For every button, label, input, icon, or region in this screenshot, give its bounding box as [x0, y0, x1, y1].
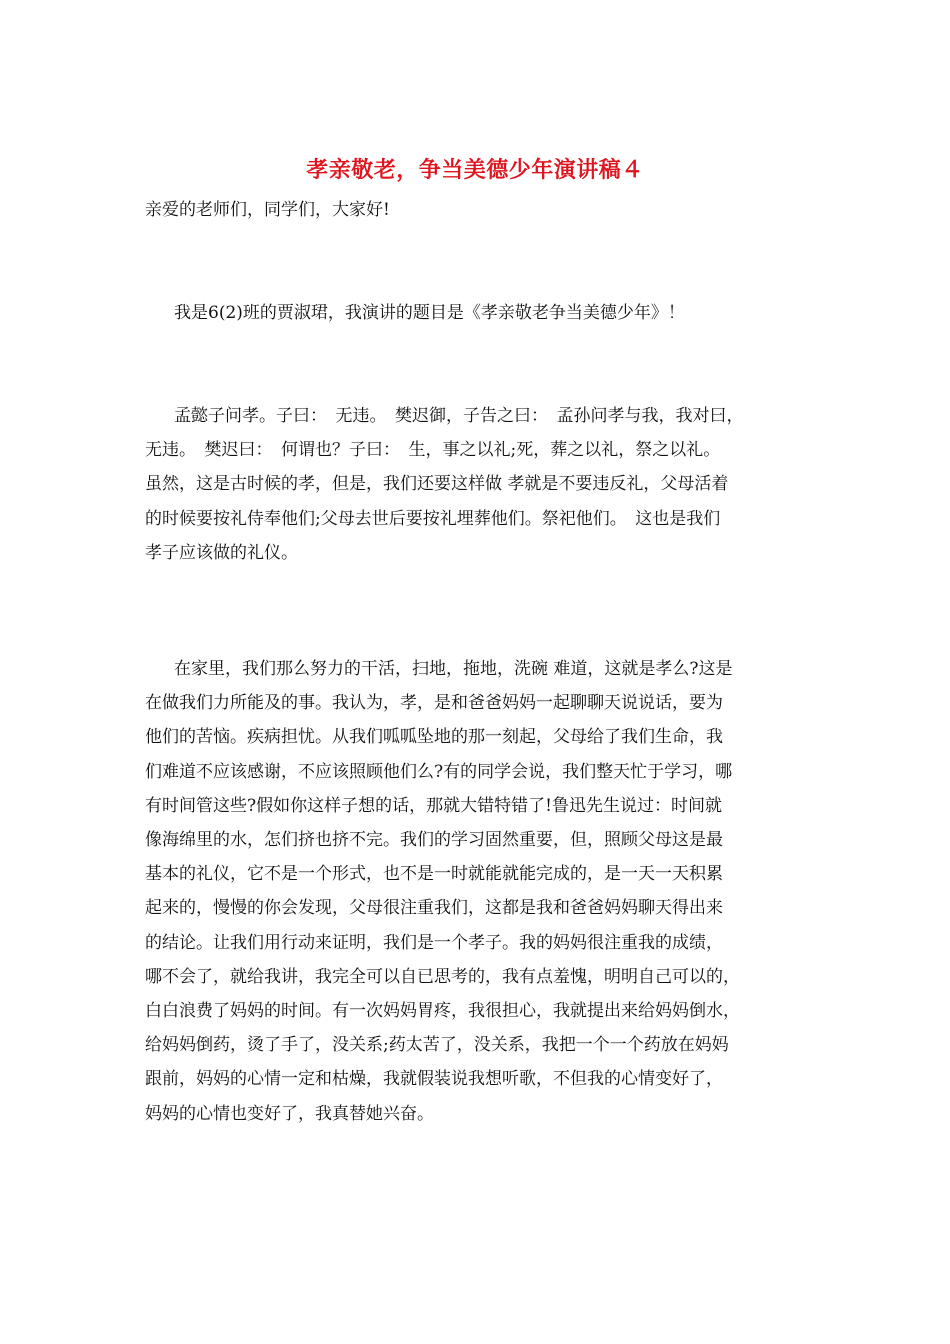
- paragraph-line: 像海绵里的水，怎们挤也挤不完。我们的学习固然重要，但，照顾父母这是最: [145, 830, 723, 851]
- paragraph-line: 基本的礼仪，它不是一个形式，也不是一时就能就能完成的，是一天一天积累: [145, 864, 723, 885]
- paragraph-line: 我是6(2)班的贾淑珺，我演讲的题目是《孝亲敬老争当美德少年》！: [174, 303, 685, 323]
- paragraph-line: 孟懿子问孝。子曰： 无违。 樊迟御，子告之曰： 孟孙问孝与我，我对曰，: [174, 406, 744, 426]
- paragraph-line: 在做我们力所能及的事。我认为，孝，是和爸爸妈妈一起聊聊天说说话，要为: [145, 693, 723, 714]
- paragraph-line: 的结论。让我们用行动来证明，我们是一个孝子。我的妈妈很注重我的成绩，: [145, 932, 723, 953]
- paragraph-line: 他们的苦恼。疾病担忧。从我们呱呱坠地的那一刻起，父母给了我们生命，我: [145, 727, 723, 748]
- paragraph-confucius-quote: [145, 399, 815, 570]
- document-title: 孝亲敬老，争当美德少年演讲稿４: [306, 157, 644, 183]
- paragraph-line: 跟前，妈妈的心情一定和枯燥，我就假装说我想听歌，不但我的心情变好了，: [145, 1069, 723, 1090]
- paragraph-line: 无违。 樊迟曰： 何谓也？子曰： 生，事之以礼;死，葬之以礼，祭之以礼。: [145, 440, 721, 461]
- paragraph-family-story: [145, 652, 815, 1131]
- paragraph-line: 的时候要按礼侍奉他们;父母去世后要按礼埋葬他们。祭祀他们。 这也是我们: [145, 508, 721, 529]
- paragraph-line: 有时间管这些?假如你这样子想的话，那就大错特错了!鲁迅先生说过：时间就: [145, 795, 722, 816]
- paragraph-line: 起来的，慢慢的你会发现，父母很注重我们，这都是我和爸爸妈妈聊天得出来: [145, 898, 723, 919]
- paragraph-line: 白白浪费了妈妈的时间。有一次妈妈胃疼，我很担心，我就提出来给妈妈倒水，: [145, 1001, 740, 1022]
- paragraph-line: 们难道不应该感谢，不应该照顾他们么?有的同学会说，我们整天忙于学习，哪: [145, 761, 733, 782]
- paragraph-line: 哪不会了，就给我讲，我完全可以自已思考的，我有点羞愧，明明自己可以的，: [145, 966, 740, 987]
- greeting-line: 亲爱的老师们，同学们，大家好!: [145, 200, 390, 220]
- paragraph-line: 孝子应该做的礼仪。: [145, 542, 298, 563]
- paragraph-line: 给妈妈倒药，烫了手了，没关系;药太苦了，没关系，我把一个一个药放在妈妈: [145, 1035, 729, 1056]
- paragraph-line: 在家里，我们那么努力的干活，扫地，拖地，洗碗 难道，这就是孝么?这是: [174, 659, 733, 679]
- paragraph-introduction: [145, 296, 815, 330]
- paragraph-line: 妈妈的心情也变好了，我真替她兴奋。: [145, 1103, 434, 1124]
- paragraph-line: 虽然，这是古时候的孝，但是，我们还要这样做 孝就是不要违反礼，父母活着: [145, 474, 729, 495]
